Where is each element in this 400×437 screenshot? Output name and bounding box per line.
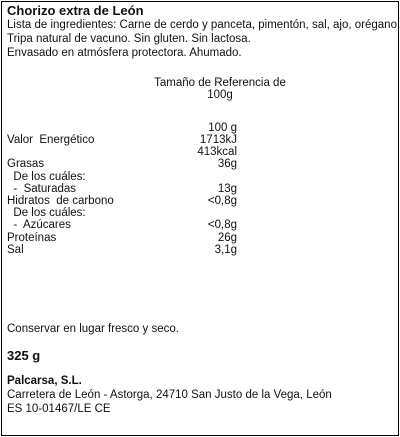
nutrient-value: 26g	[217, 231, 237, 244]
ingredients-text: Lista de ingredientes: Carne de cerdo y panceta, pimentón, sal, ajo, orégano.	[7, 19, 400, 31]
storage-text: Conservar en lugar fresco y seco.	[7, 323, 179, 335]
nutrient-label: Sal	[7, 243, 24, 256]
nutrient-label: De los cuáles:	[7, 170, 86, 183]
company-name: Palcarsa, S.L.	[7, 375, 82, 387]
nutrition-header-line2: 100g	[207, 89, 233, 101]
nutrient-label: De los cuáles:	[7, 207, 86, 220]
nutrient-label: Valor Energético	[7, 134, 95, 146]
serving-size-value: 100 g	[208, 122, 237, 134]
nutrient-value: 413kcal	[197, 146, 237, 159]
nutrient-value: 3,1g	[214, 243, 237, 256]
company-registry: ES 10-01467/LE CE	[7, 403, 111, 415]
company-address: Carretera de León - Astorga, 24710 San Justo de la Vega, León	[7, 389, 332, 401]
nutrient-label: Proteínas	[7, 231, 57, 244]
nutrient-value: 36g	[217, 158, 237, 171]
nutrient-value: 1713kJ	[199, 134, 237, 146]
packaging-text: Envasado en atmósfera protectora. Ahumado.	[7, 47, 242, 59]
nutrient-value: 13g	[217, 182, 237, 195]
nutrient-label: Hidratos de carbono	[7, 195, 114, 207]
nutrient-label: - Azúcares	[7, 219, 71, 232]
product-title: Chorizo extra de León	[7, 3, 144, 18]
nutrient-label: - Saturadas	[7, 182, 77, 195]
net-weight: 325 g	[7, 348, 41, 363]
nutrient-value: <0,8g	[207, 219, 237, 232]
casing-text: Tripa natural de vacuno. Sin gluten. Sin lactosa.	[7, 33, 251, 45]
nutrient-label: Grasas	[7, 158, 45, 171]
nutrition-header-line1: Tamaño de Referencia de	[154, 77, 286, 89]
nutrient-value: <0,8g	[207, 195, 237, 207]
